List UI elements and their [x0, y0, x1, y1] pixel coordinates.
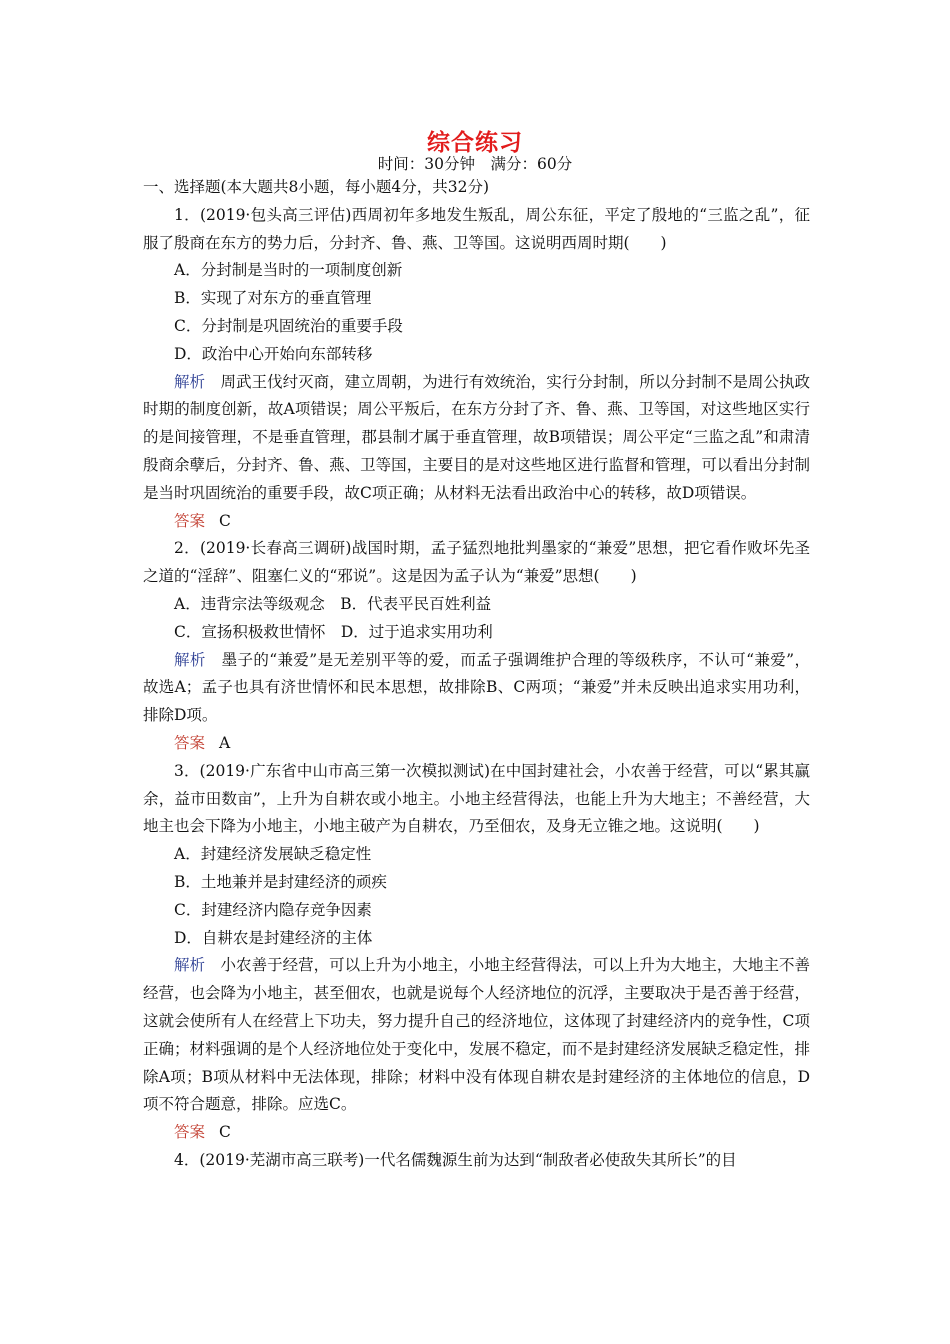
question-3-option-a: A．封建经济发展缺乏稳定性	[174, 845, 372, 864]
question-3-analysis	[143, 952, 810, 1119]
answer-label: 答案	[174, 733, 206, 752]
question-1-stem: 1．(2019·包头高三评估)西周初年多地发生叛乱，周公东征，平定了殷地的“三监之乱”，征服了殷商在东方的势力后，分封齐、鲁、燕、卫等国。这说明西周时期( )	[143, 205, 810, 252]
question-2-analysis-text: 墨子的“兼爱”是无差别平等的爱，而孟子强调维护合理的等级秩序，不认可“兼爱”，故选A；孟子也具有济世情怀和民本思想，故排除B、C两项；“兼爱”并未反映出追求实用功利，排除D项。	[143, 650, 810, 725]
analysis-label: 解析	[174, 956, 206, 975]
question-2-answer-value: A	[219, 733, 231, 752]
question-1-option-c: C．分封制是巩固统治的重要手段	[174, 316, 403, 335]
question-4-stem: 4．(2019·芜湖市高三联考)一代名儒魏源生前为达到“制敌者必使敌失其所长”的目	[174, 1150, 737, 1169]
question-1-option-b: B．实现了对东方的垂直管理	[174, 289, 372, 308]
answer-label: 答案	[174, 1123, 206, 1142]
question-2-options-cd: C．宣扬积极救世情怀 D．过于追求实用功利	[174, 622, 493, 641]
question-1-option-a: A．分封制是当时的一项制度创新	[174, 261, 403, 280]
question-3-answer-value: C	[219, 1123, 231, 1142]
question-3-analysis-text: 小农善于经营，可以上升为小地主，小地主经营得法，可以上升为大地主，大地主不善经营，也会降为小地主，甚至佃农，也就是说每个人经济地位的沉浮，主要取决于是否善于经营，这就会使所有人在经营上下功夫，努力提升自己的经济地位，这体现了封建经济内的竞争性，C项正确；材料强调的是个人经济地位处于变化中，发展不稳定，而不是封建经济发展缺乏稳定性，排除A项；B项从材料中无法体现，排除；材料中没有体现自耕农是封建经济的主体地位的信息，D项不符合题意，排除。应选C。	[143, 956, 810, 1114]
question-2-stem: 2．(2019·长春高三调研)战国时期，孟子猛烈地批判墨家的“兼爱”思想，把它看作败坏先圣之道的“淫辞”、阻塞仁义的“邪说”。这是因为孟子认为“兼爱”思想( )	[143, 539, 810, 586]
question-3-option-b: B．土地兼并是封建经济的顽疾	[174, 872, 387, 891]
question-3-stem: 3．(2019·广东省中山市高三第一次模拟测试)在中国封建社会，小农善于经营，可以“累其赢余，益市田数亩”，上升为自耕农或小地主。小地主经营得法，也能上升为大地主；不善经营，大地主也会下降为小地主，小地主破产为自耕农，乃至佃农，及身无立锥之地。这说明( )	[143, 761, 810, 836]
analysis-label: 解析	[174, 372, 206, 391]
question-3-option-c: C．封建经济内隐存竞争因素	[174, 900, 372, 919]
section-heading: 一、选择题(本大题共8小题，每小题4分，共32分)	[143, 178, 490, 196]
question-1-option-d: D．政治中心开始向东部转移	[174, 344, 373, 363]
question-1-answer-value: C	[219, 511, 231, 530]
question-1-answer	[143, 508, 810, 536]
analysis-label: 解析	[174, 650, 206, 669]
question-1-analysis	[143, 369, 810, 508]
page-title: 综合练习	[427, 129, 523, 156]
question-3-answer	[143, 1119, 810, 1147]
exam-info: 时间：30分钟 满分：60分	[377, 155, 573, 173]
question-2-options-ab: A．违背宗法等级观念 B．代表平民百姓利益	[174, 594, 492, 613]
question-3-option-d: D．自耕农是封建经济的主体	[174, 928, 373, 947]
answer-label: 答案	[174, 511, 206, 530]
question-2-analysis	[143, 647, 810, 730]
exam-body	[143, 174, 810, 1175]
question-2-answer	[143, 730, 810, 758]
question-1-analysis-text: 周武王伐纣灭商，建立周朝，为进行有效统治，实行分封制，所以分封制不是周公执政时期的制度创新，故A项错误；周公平叛后，在东方分封了齐、鲁、燕、卫等国，对这些地区实行的是间接管理，不是垂直管理，郡县制才属于垂直管理，故B项错误；周公平定“三监之乱”和肃清殷商余孽后，分封齐、鲁、燕、卫等国，主要目的是对这些地区进行监督和管理，可以看出分封制是当时巩固统治的重要手段，故C项正确；从材料无法看出政治中心的转移，故D项错误。	[143, 372, 810, 502]
